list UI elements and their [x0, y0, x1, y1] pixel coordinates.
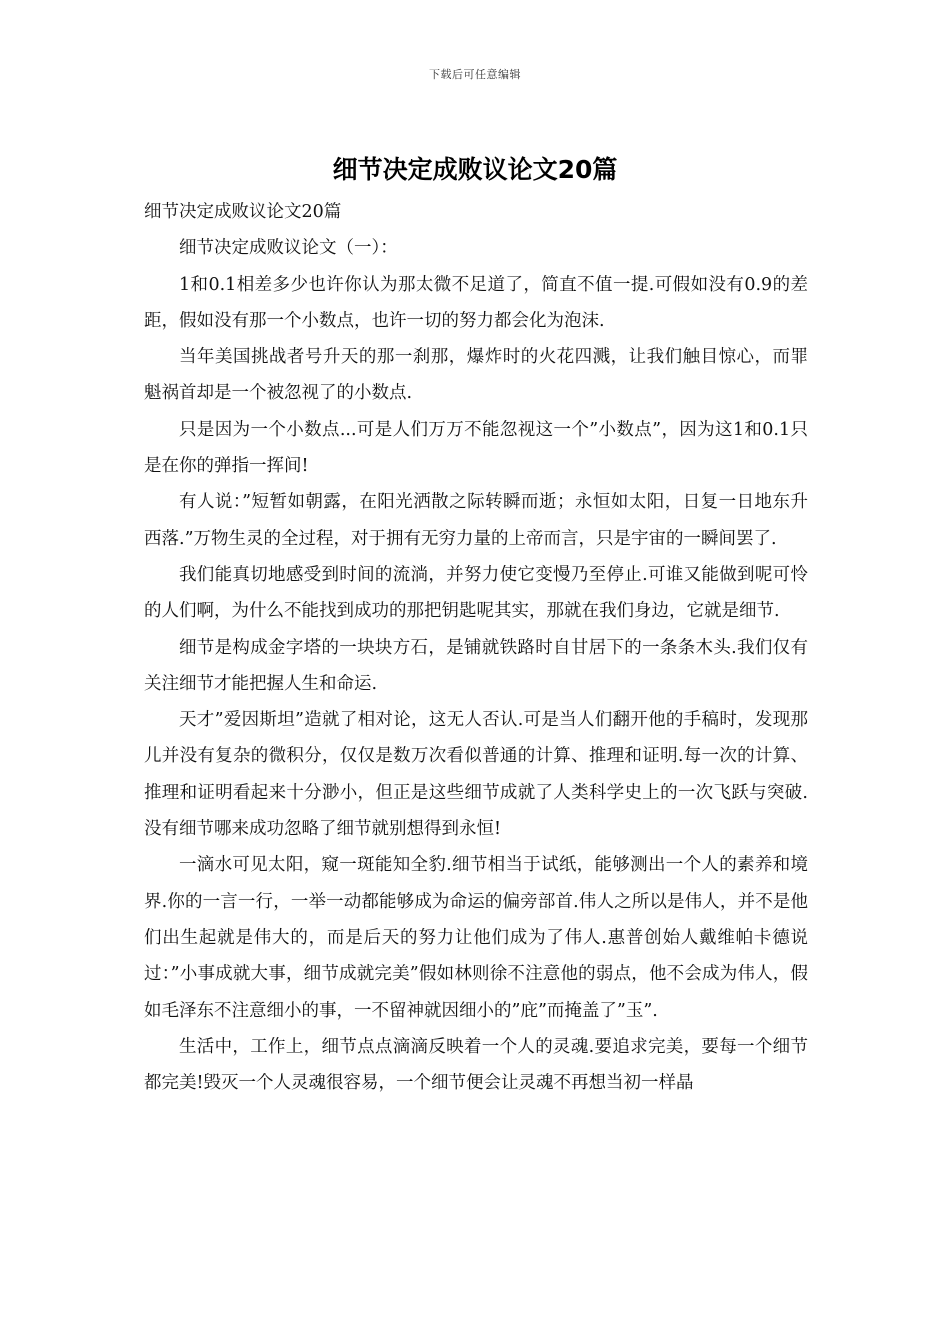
- body-paragraph: 我们能真切地感受到时间的流淌，并努力使它变慢乃至停止.可谁又能做到呢可怜的人们啊，为什么不能找到成功的那把钥匙呢其实，那就在我们身边，它就是细节.: [144, 564, 808, 622]
- document-body: [144, 194, 808, 1101]
- document-title: 细节决定成败议论文20篇: [332, 155, 618, 184]
- subtitle-paragraph: 细节决定成败议论文20篇: [144, 202, 342, 222]
- header-note: 下载后可任意编辑: [429, 68, 521, 81]
- body-paragraph: 细节是构成金字塔的一块块方石，是铺就铁路时自甘居下的一条条木头.我们仅有关注细节才能把握人生和命运.: [144, 637, 808, 694]
- body-paragraph: 当年美国挑战者号升天的那一刹那，爆炸时的火花四溅，让我们触目惊心，而罪魁祸首却是一个被忽视了的小数点.: [144, 347, 808, 404]
- body-paragraph: 一滴水可见太阳，窥一斑能知全豹.细节相当于试纸，能够测出一个人的素养和境界.你的一言一行，一举一动都能够成为命运的偏旁部首.伟人之所以是伟人，并不是他们出生起就是伟大的，而是后天的努力让他们成为了伟人.惠普创始人戴维帕卡德说过：”小事成就大事，细节成就完美”假如林则徐不注意他的弱点，他不会成为伟人，假如毛泽东不注意细小的事，一不留神就因细小的”庇”而掩盖了”玉”.: [144, 855, 808, 1021]
- body-paragraph: 天才”爱因斯坦”造就了相对论，这无人否认.可是当人们翻开他的手稿时，发现那儿并没有复杂的微积分，仅仅是数万次看似普通的计算、推理和证明.每一次的计算、推理和证明看起来十分渺小，但正是这些细节成就了人类科学史上的一次飞跃与突破.没有细节哪来成功忽略了细节就别想得到永恒!: [144, 710, 808, 840]
- body-paragraph: 有人说：”短暂如朝露，在阳光洒散之际转瞬而逝；永恒如太阳，日复一日地东升西落.”万物生灵的全过程，对于拥有无穷力量的上帝而言，只是宇宙的一瞬间罢了.: [144, 492, 808, 549]
- section-heading: 细节决定成败议论文（一）：: [179, 238, 398, 259]
- body-paragraph: 1和0.1相差多少也许你认为那太微不足道了，简直不值一提.可假如没有0.9的差距，假如没有那一个小数点，也许一切的努力都会化为泡沫.: [144, 274, 808, 331]
- body-paragraph: 生活中，工作上，细节点点滴滴反映着一个人的灵魂.要追求完美，要每一个细节都完美!毁灭一个人灵魂很容易，一个细节便会让灵魂不再想当初一样晶: [144, 1036, 808, 1094]
- body-paragraph: 只是因为一个小数点...可是人们万万不能忽视这一个”小数点”，因为这1和0.1只是在你的弹指一挥间!: [144, 419, 808, 477]
